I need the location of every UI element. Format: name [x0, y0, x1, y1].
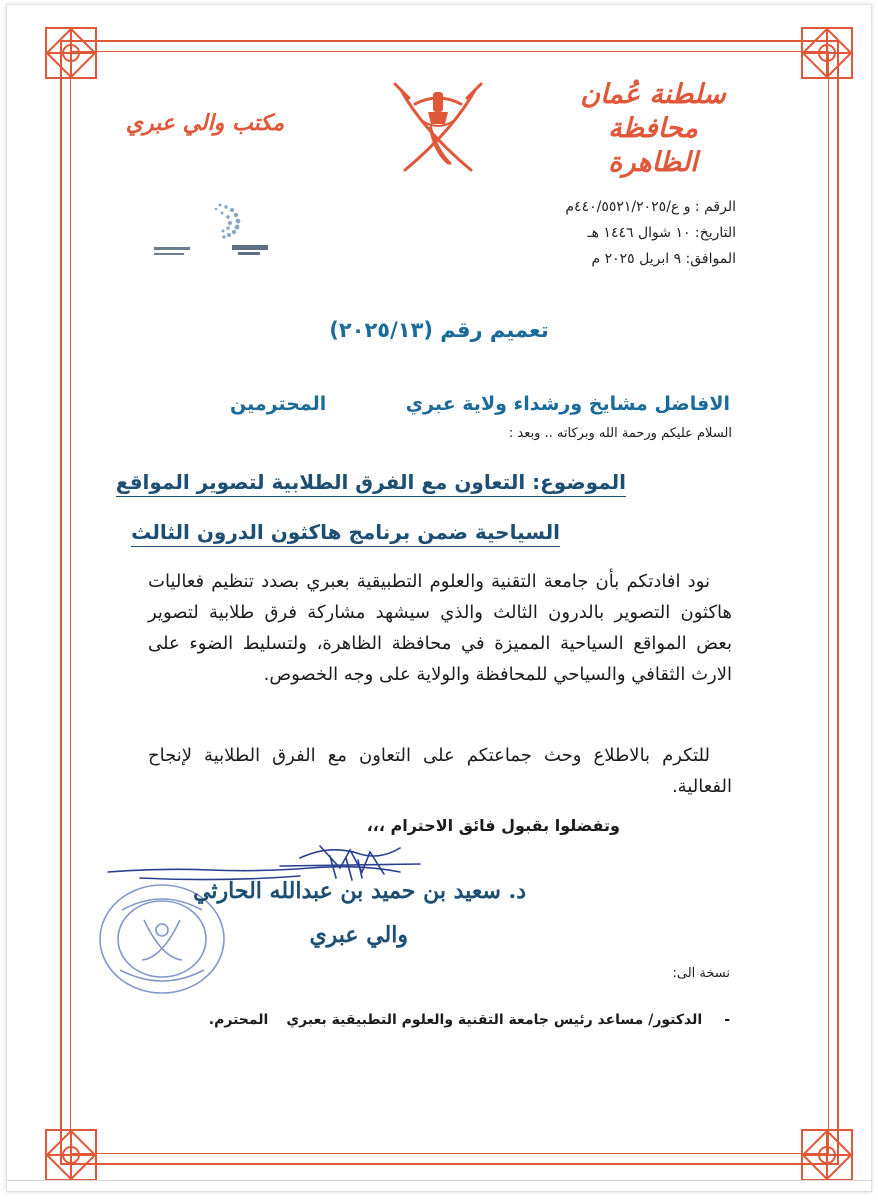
page-divider: [6, 1180, 872, 1181]
reference-date-hijri: التاريخ: ١٠ شوال ١٤٤٦ هـ: [587, 225, 736, 241]
governorate-title: محافظة الظاهرة: [608, 113, 698, 178]
corner-ornament-top-left: [40, 22, 102, 84]
corner-ornament-top-right: [796, 22, 858, 84]
body-paragraph-1-text: نود افادتكم بأن جامعة التقنية والعلوم التطبيقية بعبري بصدد تنظيم فعاليات هاكثون التصوير بالدرون الثالث والذي سيشهد مشاركة فرق طلابية لتصوير بعض المواقع السياحية المميزة في محافظة الظاهرة، ولتسليط الضوء على الارث الثقافي والسياحي للمحافظة والولاية على وجه الخصوص.: [148, 571, 732, 685]
corner-ornament-bottom-left: [40, 1124, 102, 1186]
list-dash: -: [724, 1012, 730, 1028]
copy-to-item: [209, 1012, 730, 1028]
body-paragraph-1: [148, 566, 732, 690]
circular-number: تعميم رقم (٢٠٢٥/١٣): [329, 318, 549, 342]
sultanate-title: سلطنة عُمان: [580, 79, 726, 110]
body-paragraph-2: [148, 740, 732, 802]
copy-recipient: الدكتور/ مساعد رئيس جامعة التقنية والعلوم التطبيقية بعبري: [286, 1012, 703, 1028]
subject-line-2: السياحية ضمن برنامج هاكثون الدرون الثالث: [131, 520, 560, 547]
corner-ornament-bottom-right: [796, 1124, 858, 1186]
copy-to-label: نسخة الى:: [672, 966, 730, 981]
office-title: مكتب والي عبري: [125, 110, 285, 136]
letterhead-right: [568, 78, 738, 180]
vision-2040-logo-icon: [150, 195, 280, 265]
addressee-honorific: المحترمين: [230, 393, 327, 415]
subject-line-1: الموضوع: التعاون مع الفرق الطلابية لتصوير المواقع: [116, 470, 626, 497]
copy-honorific: المحترم.: [208, 1012, 269, 1028]
body-paragraph-2-text: للتكرم بالاطلاع وحث جماعتكم على التعاون مع الفرق الطلابية لإنجاح الفعالية.: [148, 745, 732, 797]
greeting: السلام عليكم ورحمة الله وبركاته .. وبعد :: [508, 426, 732, 441]
reference-date-gregorian: الموافق: ٩ ابريل ٢٠٢٥ م: [591, 251, 736, 267]
reference-block: [565, 194, 736, 272]
reference-number: الرقم : و ع/٤٤٠/٥٥٢١/٢٠٢٥م: [565, 199, 736, 215]
addressee-line: [230, 393, 730, 415]
signatory-title: والي عبري: [309, 922, 408, 948]
closing-remark: وتفضلوا بقبول فائق الاحترام ،،،: [366, 816, 620, 835]
addressee-name: الافاضل مشايخ ورشداء ولاية عبري: [405, 393, 730, 415]
national-emblem-icon: [383, 70, 493, 180]
signatory-name: د. سعيد بن حميد بن عبدالله الحارثي: [193, 878, 526, 904]
